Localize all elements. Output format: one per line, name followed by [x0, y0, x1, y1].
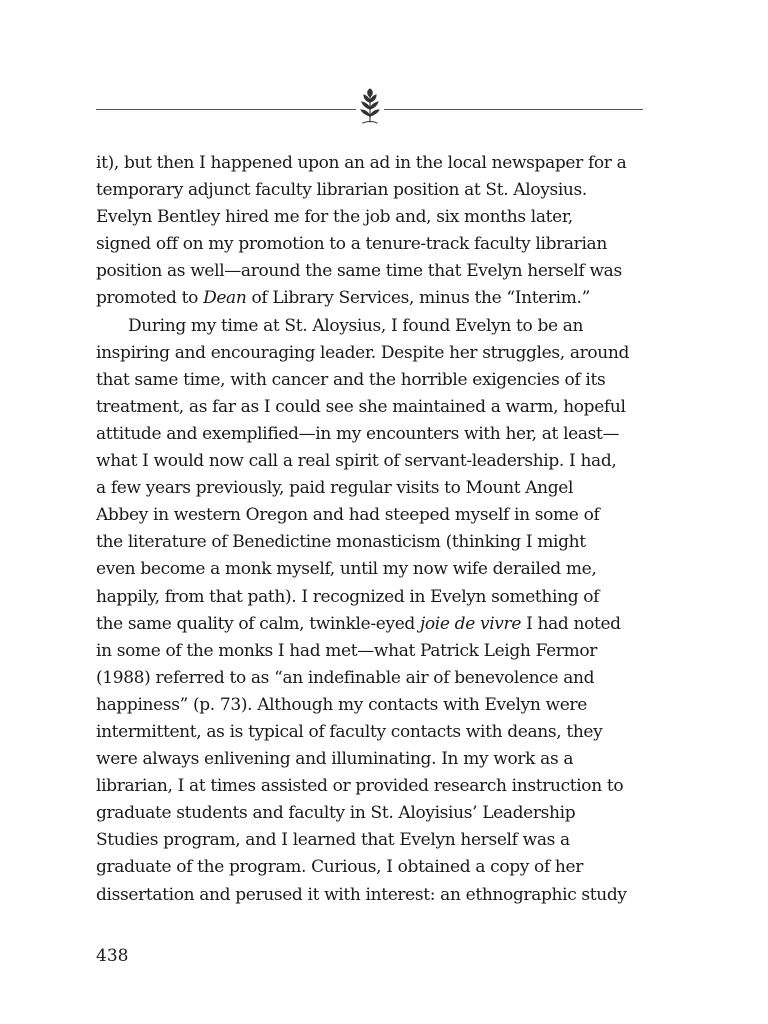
- text-run: even become a monk myself, until my now wife derailed me,: [96, 559, 597, 580]
- body-text: [96, 150, 644, 909]
- text-run: signed off on my promotion to a tenure-track faculty librarian: [96, 234, 607, 255]
- text-line: [96, 882, 644, 909]
- text-line: [96, 665, 644, 692]
- text-run: intermittent, as is typical of faculty contacts with deans, they: [96, 721, 603, 742]
- text-run: position as well—around the same time that Evelyn herself was: [96, 261, 622, 282]
- text-run: promoted to: [96, 288, 204, 309]
- text-run: that same time, with cancer and the horrible exigencies of its: [96, 369, 606, 390]
- text-run: Evelyn Bentley hired me for the job and, six months later,: [96, 207, 573, 228]
- header-ornament: [96, 88, 643, 128]
- header-rule-left: [96, 109, 356, 110]
- italic-text: Dean: [203, 288, 247, 309]
- text-run: (1988) referred to as “an indefinable air of benevolence and: [96, 667, 595, 688]
- text-line: [96, 854, 644, 881]
- text-run: happily, from that path). I recognized in Evelyn something of: [96, 586, 600, 607]
- text-line: [96, 827, 644, 854]
- text-line: [96, 502, 644, 529]
- text-line: [96, 448, 644, 475]
- text-run: temporary adjunct faculty librarian position at St. Aloysius.: [96, 180, 587, 201]
- text-line: [96, 773, 644, 800]
- text-line: [96, 746, 644, 773]
- text-line: [96, 177, 644, 204]
- text-run: were always enlivening and illuminating. In my work as a: [96, 749, 574, 770]
- text-line: [96, 638, 644, 665]
- text-line: [96, 285, 644, 312]
- text-run: During my time at St. Aloysius, I found Evelyn to be an: [128, 315, 584, 336]
- text-run: dissertation and perused it with interest: an ethnographic study: [96, 884, 627, 905]
- text-line: [96, 556, 644, 583]
- page-number: 438: [96, 946, 129, 966]
- text-line: [96, 692, 644, 719]
- text-line: [96, 204, 644, 231]
- italic-text: joie de vivre: [420, 613, 522, 634]
- text-run: a few years previously, paid regular visits to Mount Angel: [96, 478, 574, 499]
- text-line: [96, 258, 644, 285]
- text-run: of Library Services, minus the “Interim.”: [246, 288, 590, 309]
- text-line: [96, 394, 644, 421]
- text-run: what I would now call a real spirit of servant-leadership. I had,: [96, 451, 617, 472]
- text-run: Studies program, and I learned that Evelyn herself was a: [96, 830, 570, 851]
- text-run: Abbey in western Oregon and had steeped myself in some of: [96, 505, 600, 526]
- text-run: graduate of the program. Curious, I obtained a copy of her: [96, 857, 584, 878]
- text-run: I had noted: [521, 613, 621, 634]
- text-line: [96, 475, 644, 502]
- text-line: [96, 231, 644, 258]
- text-line: [96, 529, 644, 556]
- text-line: [96, 313, 644, 340]
- text-run: happiness” (p. 73). Although my contacts with Evelyn were: [96, 694, 587, 715]
- text-line: [96, 719, 644, 746]
- text-line: [96, 421, 644, 448]
- text-run: attitude and exemplified—in my encounters with her, at least—: [96, 423, 620, 444]
- text-line: [96, 367, 644, 394]
- text-run: graduate students and faculty in St. Aloyisius’ Leadership: [96, 803, 576, 824]
- text-run: the literature of Benedictine monasticism (thinking I might: [96, 532, 586, 553]
- text-run: the same quality of calm, twinkle-eyed: [96, 613, 420, 634]
- text-line: [96, 800, 644, 827]
- text-run: it), but then I happened upon an ad in the local newspaper for a: [96, 153, 627, 173]
- text-run: inspiring and encouraging leader. Despite her struggles, around: [96, 342, 629, 363]
- text-run: librarian, I at times assisted or provided research instruction to: [96, 776, 624, 797]
- header-rule-right: [384, 109, 643, 110]
- text-line: [96, 340, 644, 367]
- text-line: [96, 584, 644, 611]
- sprig-ornament-icon: [356, 88, 384, 128]
- text-run: treatment, as far as I could see she maintained a warm, hopeful: [96, 396, 626, 417]
- text-line: [96, 611, 644, 638]
- text-run: in some of the monks I had met—what Patrick Leigh Fermor: [96, 640, 598, 661]
- text-line: [96, 150, 644, 177]
